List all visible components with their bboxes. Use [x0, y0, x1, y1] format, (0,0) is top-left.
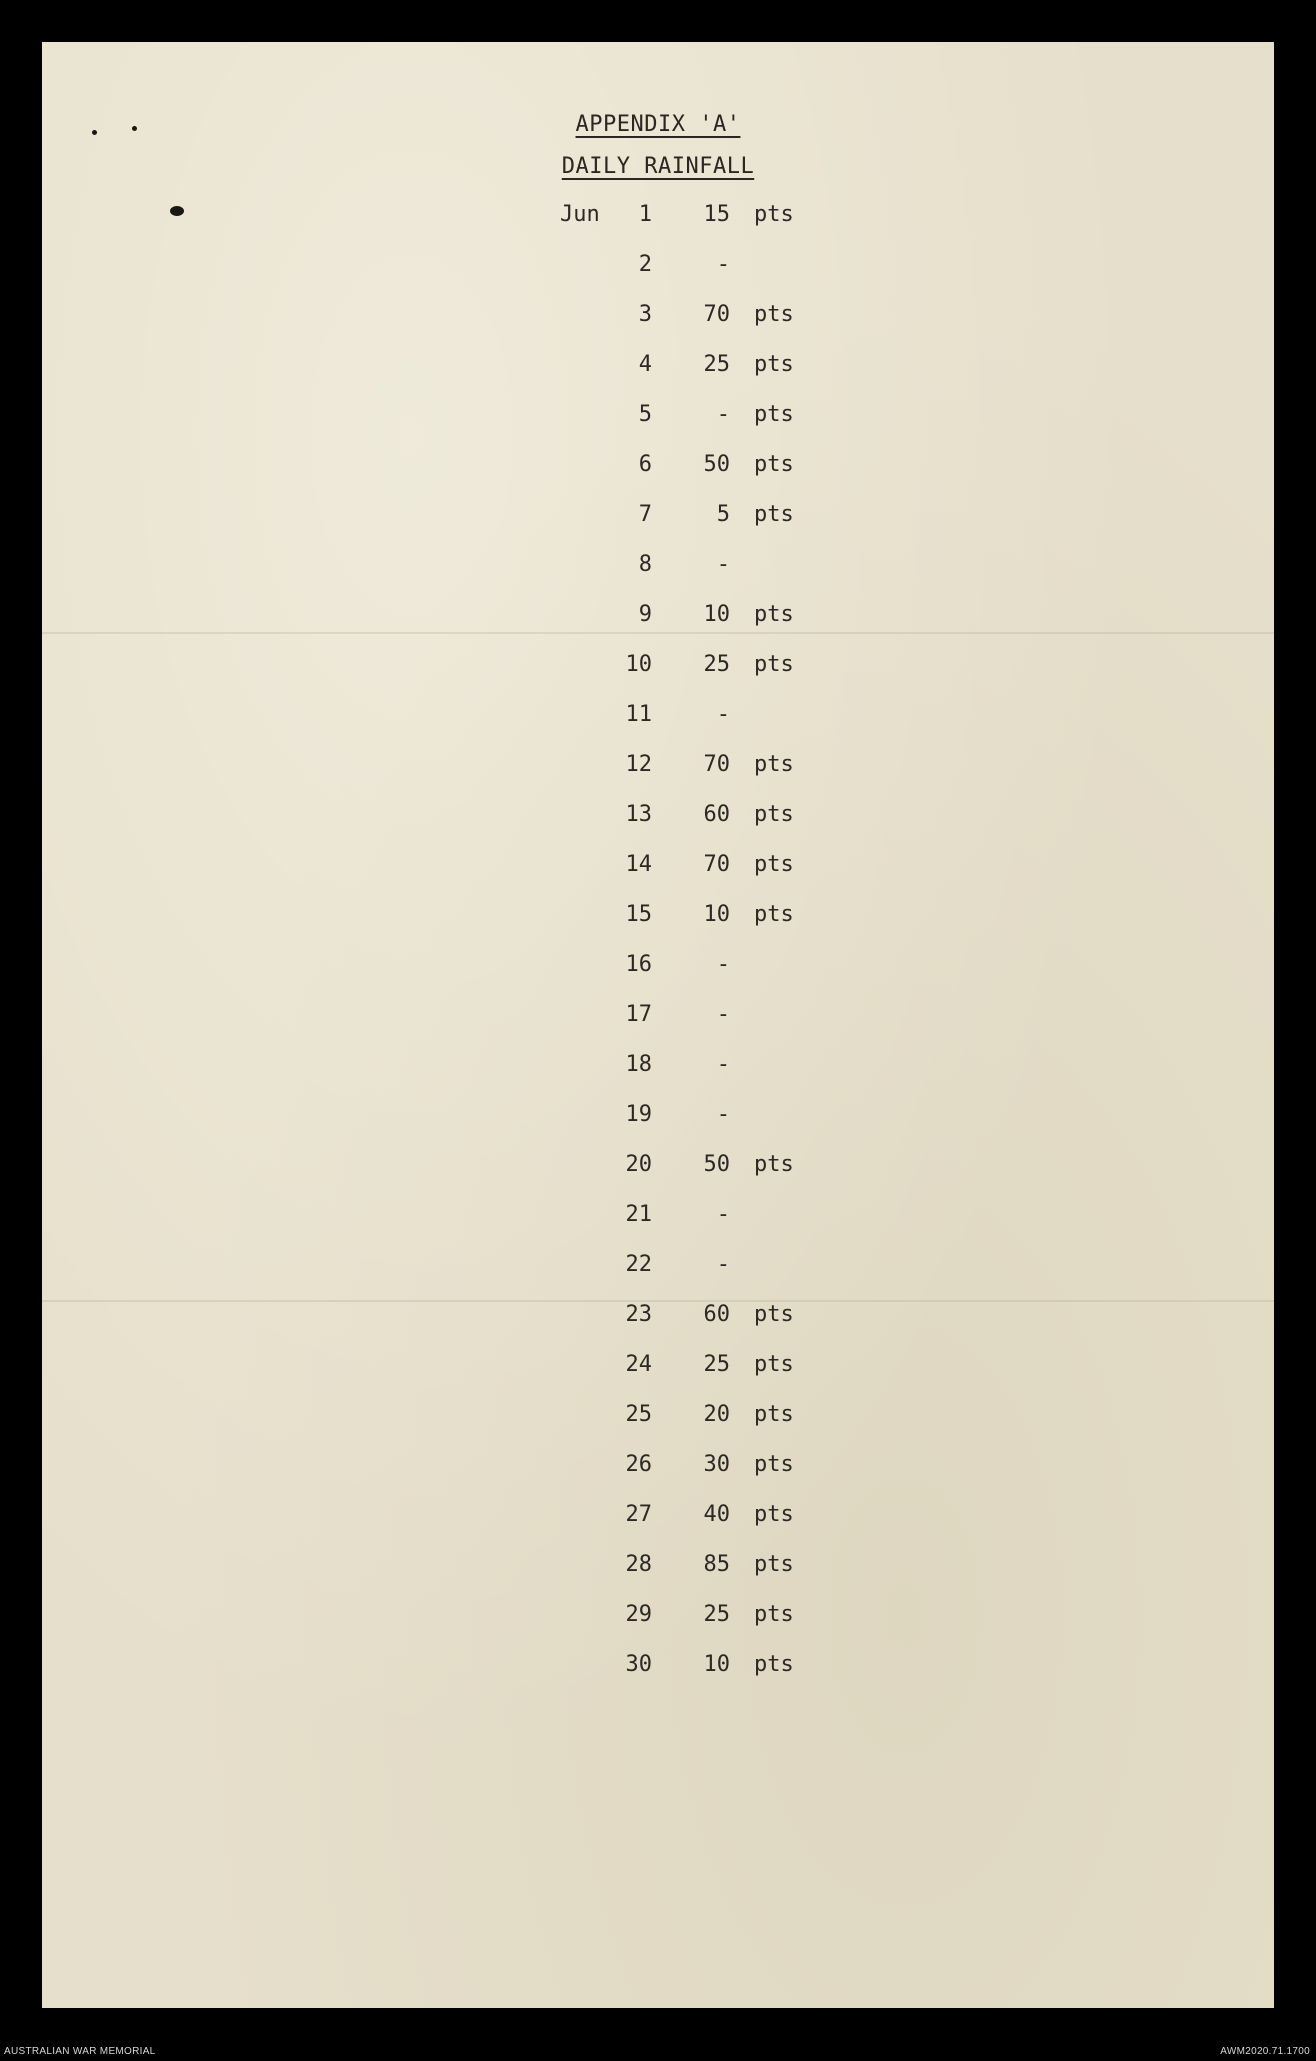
day-number: 11 [625, 702, 652, 727]
rainfall-unit: pts [754, 452, 794, 477]
rainfall-unit: pts [754, 1602, 794, 1627]
paper-fold [42, 1300, 1274, 1302]
day-number: 14 [625, 852, 652, 877]
rainfall-amount: 5 [716, 502, 730, 527]
day-number: 12 [625, 752, 652, 777]
day-number: 21 [625, 1202, 652, 1227]
day-number: 19 [625, 1102, 652, 1127]
rainfall-subtitle [42, 154, 1274, 179]
day-number: 7 [638, 502, 652, 527]
day-number: 22 [625, 1252, 652, 1277]
rainfall-unit: pts [754, 302, 794, 327]
rainfall-amount: 85 [703, 1552, 730, 1577]
rainfall-unit: pts [754, 202, 794, 227]
day-number: 2 [638, 252, 652, 277]
day-number: 29 [625, 1602, 652, 1627]
day-number: 1 [638, 202, 652, 227]
rainfall-amount: 25 [703, 1602, 730, 1627]
rainfall-amount: 10 [703, 902, 730, 927]
day-number: 10 [625, 652, 652, 677]
rainfall-unit: pts [754, 652, 794, 677]
appendix-title [42, 112, 1274, 137]
rainfall-amount: 70 [703, 302, 730, 327]
rainfall-unit: pts [754, 1152, 794, 1177]
day-number: 9 [638, 602, 652, 627]
day-number: 16 [625, 952, 652, 977]
rainfall-amount: - [716, 1002, 730, 1027]
rainfall-subtitle-text: DAILY RAINFALL [561, 154, 755, 179]
day-number: 17 [625, 1002, 652, 1027]
rainfall-amount: - [716, 402, 730, 427]
rainfall-amount: 15 [703, 202, 730, 227]
rainfall-unit: pts [754, 402, 794, 427]
reference-caption: AWM2020.71.1700 [1220, 2046, 1310, 2057]
day-number: 8 [638, 552, 652, 577]
day-number: 24 [625, 1352, 652, 1377]
rainfall-amount: 70 [703, 852, 730, 877]
day-number: 26 [625, 1452, 652, 1477]
day-number: 13 [625, 802, 652, 827]
rainfall-amount: 30 [703, 1452, 730, 1477]
day-number: 15 [625, 902, 652, 927]
rainfall-amount: - [716, 1052, 730, 1077]
day-number: 27 [625, 1502, 652, 1527]
rainfall-amount: - [716, 552, 730, 577]
rainfall-unit: pts [754, 1352, 794, 1377]
rainfall-unit: pts [754, 1302, 794, 1327]
institution-caption: AUSTRALIAN WAR MEMORIAL [4, 2046, 156, 2057]
rainfall-amount: 25 [703, 652, 730, 677]
rainfall-unit: pts [754, 802, 794, 827]
rainfall-amount: 50 [703, 452, 730, 477]
rainfall-amount: 25 [703, 1352, 730, 1377]
rainfall-amount: - [716, 702, 730, 727]
rainfall-unit: pts [754, 1652, 794, 1677]
rainfall-amount: 20 [703, 1402, 730, 1427]
day-number: 30 [625, 1652, 652, 1677]
rainfall-unit: pts [754, 1502, 794, 1527]
day-number: 25 [625, 1402, 652, 1427]
month-label: Jun [560, 202, 600, 227]
rainfall-amount: - [716, 252, 730, 277]
rainfall-unit: pts [754, 1452, 794, 1477]
day-number: 3 [638, 302, 652, 327]
rainfall-amount: 70 [703, 752, 730, 777]
day-number: 5 [638, 402, 652, 427]
rainfall-amount: - [716, 1252, 730, 1277]
appendix-title-text: APPENDIX 'A' [575, 112, 741, 137]
rainfall-unit: pts [754, 602, 794, 627]
day-number: 20 [625, 1152, 652, 1177]
paper-fold [42, 632, 1274, 634]
rainfall-unit: pts [754, 352, 794, 377]
punch-hole [170, 206, 184, 216]
rainfall-amount: 60 [703, 802, 730, 827]
rainfall-amount: 40 [703, 1502, 730, 1527]
day-number: 23 [625, 1302, 652, 1327]
rainfall-unit: pts [754, 902, 794, 927]
day-number: 18 [625, 1052, 652, 1077]
rainfall-unit: pts [754, 752, 794, 777]
rainfall-unit: pts [754, 1402, 794, 1427]
rainfall-amount: - [716, 1102, 730, 1127]
rainfall-amount: - [716, 952, 730, 977]
rainfall-unit: pts [754, 502, 794, 527]
day-number: 6 [638, 452, 652, 477]
rainfall-amount: 10 [703, 602, 730, 627]
rainfall-amount: 60 [703, 1302, 730, 1327]
rainfall-amount: 25 [703, 352, 730, 377]
rainfall-amount: - [716, 1202, 730, 1227]
rainfall-unit: pts [754, 852, 794, 877]
rainfall-amount: 10 [703, 1652, 730, 1677]
document-page [42, 42, 1274, 2008]
rainfall-amount: 50 [703, 1152, 730, 1177]
rainfall-unit: pts [754, 1552, 794, 1577]
day-number: 4 [638, 352, 652, 377]
day-number: 28 [625, 1552, 652, 1577]
